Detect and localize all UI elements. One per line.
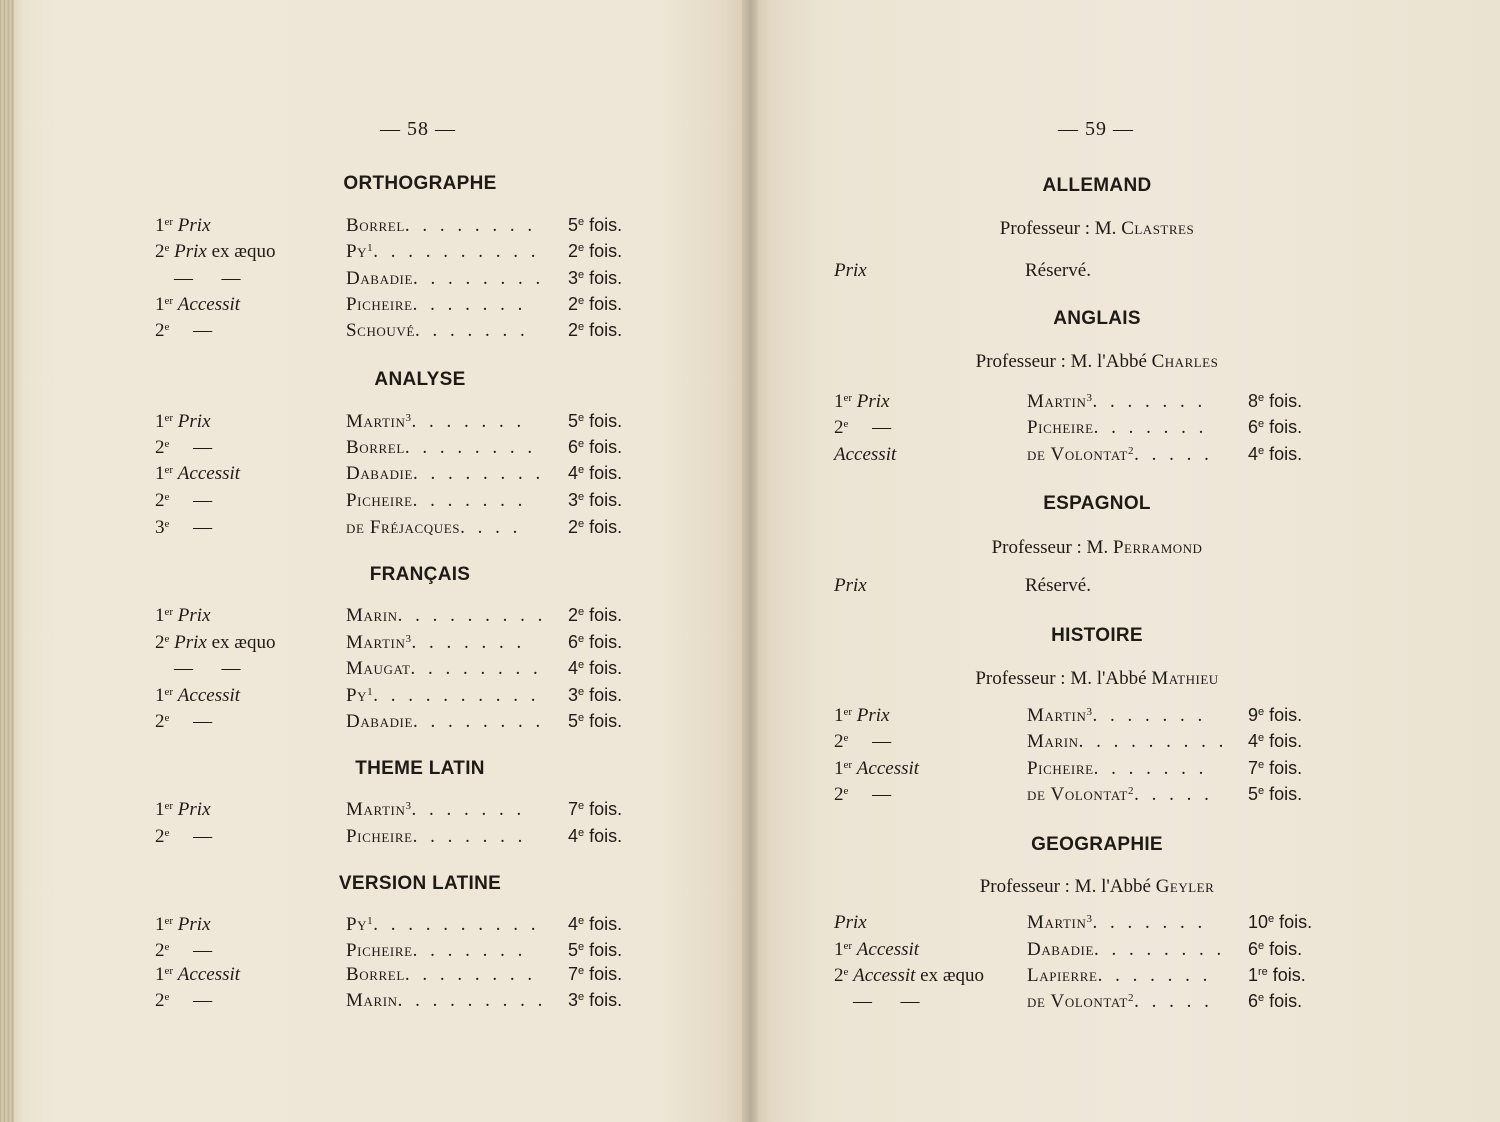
footnote-marker: 2 xyxy=(1127,992,1135,1004)
times-count: 6e fois. xyxy=(568,437,623,457)
award-label: 1er Prix xyxy=(155,914,211,935)
leader-dots: . . . . . . . xyxy=(1092,391,1207,412)
professor-name: Mathieu xyxy=(1151,668,1219,689)
prize-row xyxy=(750,575,1470,601)
professor-prefix: Professeur : M. l'Abbé xyxy=(975,668,1147,689)
award-label: 2e — xyxy=(834,417,892,438)
section-heading: ANALYSE xyxy=(374,369,466,390)
prize-row xyxy=(750,965,1470,991)
student-name: Borrel . . . . . . . . xyxy=(346,437,537,458)
professor-name: Clastres xyxy=(1121,218,1195,239)
prize-row xyxy=(0,241,720,267)
times-count: 2e fois. xyxy=(568,605,623,625)
award-label: 2e — xyxy=(155,437,213,458)
prize-row xyxy=(0,605,720,631)
times-count: 7e fois. xyxy=(568,964,623,984)
footnote-marker: 1 xyxy=(367,242,374,254)
award-label: 2e — xyxy=(834,784,892,805)
times-count: 4e fois. xyxy=(568,463,623,483)
times-count: 3e fois. xyxy=(568,490,623,510)
award-label: 1er Prix xyxy=(834,391,890,412)
footnote-marker: 2 xyxy=(1127,785,1135,797)
book-gutter xyxy=(742,0,758,1122)
times-count: 4e fois. xyxy=(568,826,623,846)
prize-row xyxy=(0,294,720,320)
footnote-marker: 3 xyxy=(405,800,412,812)
times-count: 2e fois. xyxy=(568,241,623,261)
award-label: 2e — xyxy=(155,320,213,341)
leader-dots: . . . . . . . . . xyxy=(397,605,547,626)
student-name: Py$^1$ . . . . . . . . . . xyxy=(346,685,540,706)
leader-dots: . . . . . . . . xyxy=(1094,939,1226,960)
footnote-marker: 3 xyxy=(405,633,412,645)
award-label: Accessit xyxy=(834,444,897,465)
award-label: 2e Prix ex æquo xyxy=(155,241,276,262)
award-label: 2e — xyxy=(155,711,213,732)
prize-row xyxy=(750,417,1470,443)
right-page xyxy=(750,0,1500,1122)
footnote-marker: 2 xyxy=(1127,445,1135,457)
student-name: Martin$^3$ . . . . . . . xyxy=(1027,912,1207,933)
section-heading: ALLEMAND xyxy=(1042,175,1152,196)
prize-row xyxy=(0,268,720,294)
footnote-marker: 3 xyxy=(1086,392,1093,404)
prize-row xyxy=(750,939,1470,965)
prize-row xyxy=(750,260,1470,286)
award-label: 2e — xyxy=(155,490,213,511)
professor-line xyxy=(976,351,1219,373)
student-name: Martin$^3$ . . . . . . . xyxy=(1027,705,1207,726)
professor-name: Geyler xyxy=(1155,876,1215,897)
footnote-marker: 3 xyxy=(405,412,412,424)
award-label: 1er Prix xyxy=(155,799,211,820)
prize-row xyxy=(0,685,720,711)
leader-dots: . . . . . . . . xyxy=(404,964,537,985)
award-label: 1er Accessit xyxy=(834,758,920,779)
times-count: 10e fois. xyxy=(1248,912,1313,932)
leader-dots: . . . . . . . xyxy=(1092,912,1207,933)
student-name: Martin$^3$ . . . . . . . xyxy=(346,411,526,432)
prize-row xyxy=(0,826,720,852)
times-count: 6e fois. xyxy=(568,632,623,652)
times-count: 3e fois. xyxy=(568,685,623,705)
award-label: 2e — xyxy=(155,940,213,961)
award-label: — — xyxy=(834,991,920,1012)
leader-dots: . . . . . xyxy=(1134,784,1213,805)
prize-row xyxy=(0,411,720,437)
award-label: 1er Accessit xyxy=(155,463,241,484)
professor-prefix: Professeur : M. xyxy=(999,218,1117,239)
prize-row xyxy=(0,215,720,241)
student-name: Py$^1$ . . . . . . . . . . xyxy=(346,914,540,935)
section-heading: ANGLAIS xyxy=(1053,308,1141,329)
award-label: 2e — xyxy=(155,826,213,847)
times-count: 8e fois. xyxy=(1248,391,1303,411)
times-count: 4e fois. xyxy=(1248,444,1303,464)
award-label: 2e Accessit ex æquo xyxy=(834,965,985,986)
reserved-note: Réservé. xyxy=(1025,260,1091,281)
student-name: Picheire . . . . . . . xyxy=(1027,758,1208,779)
prize-row xyxy=(0,964,720,990)
student-name: Dabadie . . . . . . . . xyxy=(346,711,545,732)
leader-dots: . . . . . . . xyxy=(411,632,526,653)
award-label: — — xyxy=(155,658,241,679)
leader-dots: . . . . . . . . . xyxy=(1078,731,1228,752)
section-heading: FRANÇAIS xyxy=(369,564,471,585)
prize-row xyxy=(0,658,720,684)
student-name: Marin . . . . . . . . . xyxy=(1027,731,1228,752)
prize-row xyxy=(750,991,1470,1017)
student-name: Martin$^3$ . . . . . . . xyxy=(1027,391,1207,412)
times-count: 6e fois. xyxy=(1248,939,1303,959)
student-name: Picheire . . . . . . . xyxy=(346,826,527,847)
prize-row xyxy=(0,490,720,516)
leader-dots: . . . . . xyxy=(1134,991,1213,1012)
award-label: Prix xyxy=(834,575,867,596)
prize-row xyxy=(0,463,720,489)
prize-row xyxy=(750,444,1470,470)
times-count: 4e fois. xyxy=(568,914,623,934)
leader-dots: . . . . . xyxy=(1134,444,1213,465)
section-heading: VERSION LATINE xyxy=(338,873,502,894)
leader-dots: . . . . . . . xyxy=(1092,705,1207,726)
leader-dots: . . . . . . . xyxy=(412,294,527,315)
leader-dots: . . . . . . . . xyxy=(404,215,537,236)
award-label: 1er Accessit xyxy=(155,294,241,315)
prize-row xyxy=(0,990,720,1016)
award-label: 1er Accessit xyxy=(155,964,241,985)
section-heading: THEME LATIN xyxy=(355,758,485,779)
student-name: Schouvé . . . . . . . xyxy=(346,320,529,341)
prize-row xyxy=(0,320,720,346)
leader-dots: . . . . . . . xyxy=(1093,417,1208,438)
leader-dots: . . . . . . . . xyxy=(413,463,545,484)
award-label: 1er Prix xyxy=(834,705,890,726)
times-count: 5e fois. xyxy=(568,411,623,431)
leader-dots: . . . . . . . . . . xyxy=(373,914,540,935)
student-name: Dabadie . . . . . . . . xyxy=(1027,939,1226,960)
prize-row xyxy=(750,705,1470,731)
leader-dots: . . . . . . . . . . xyxy=(373,685,540,706)
prize-row xyxy=(0,711,720,737)
award-label: 1er Accessit xyxy=(155,685,241,706)
student-name: Picheire . . . . . . . xyxy=(346,940,527,961)
leader-dots: . . . . . . . xyxy=(412,940,527,961)
student-name: Py$^1$ . . . . . . . . . . xyxy=(346,241,540,262)
professor-prefix: Professeur : M. xyxy=(991,537,1109,558)
award-label: 3e — xyxy=(155,517,213,538)
times-count: 5e fois. xyxy=(568,711,623,731)
times-count: 2e fois. xyxy=(568,294,623,314)
prize-row xyxy=(0,799,720,825)
student-name: Marin . . . . . . . . . xyxy=(346,990,547,1011)
times-count: 6e fois. xyxy=(1248,991,1303,1011)
award-label: 2e — xyxy=(155,990,213,1011)
times-count: 5e fois. xyxy=(1248,784,1303,804)
section-heading: ORTHOGRAPHE xyxy=(343,173,497,194)
leader-dots: . . . . . . . xyxy=(1097,965,1212,986)
student-name: Picheire . . . . . . . xyxy=(346,294,527,315)
student-name: Martin$^3$ . . . . . . . xyxy=(346,799,526,820)
student-name: Marin . . . . . . . . . xyxy=(346,605,547,626)
prize-row xyxy=(0,437,720,463)
professor-name: Charles xyxy=(1151,351,1219,372)
times-count: 3e fois. xyxy=(568,990,623,1010)
reserved-note: Réservé. xyxy=(1025,575,1091,596)
leader-dots: . . . . . . . . . xyxy=(397,990,547,1011)
prize-row xyxy=(750,758,1470,784)
footnote-marker: 3 xyxy=(1086,706,1093,718)
student-name: de Fréjacques . . . . xyxy=(346,517,522,538)
award-label: 1er Prix xyxy=(155,215,211,236)
award-label: Prix xyxy=(834,912,867,933)
prize-row xyxy=(0,914,720,940)
leader-dots: . . . . . . . xyxy=(411,799,526,820)
prize-row xyxy=(0,517,720,543)
student-name: Picheire . . . . . . . xyxy=(346,490,527,511)
times-count: 7e fois. xyxy=(1248,758,1303,778)
professor-name: Perramond xyxy=(1112,537,1203,558)
leader-dots: . . . . . . . xyxy=(1093,758,1208,779)
professor-line xyxy=(992,537,1203,559)
footnote-marker: 1 xyxy=(367,915,374,927)
award-label: 1er Accessit xyxy=(834,939,920,960)
student-name: Borrel . . . . . . . . xyxy=(346,215,537,236)
leader-dots: . . . . xyxy=(460,517,522,538)
professor-prefix: Professeur : M. l'Abbé xyxy=(979,876,1151,897)
student-name: Lapierre . . . . . . . xyxy=(1027,965,1212,986)
leader-dots: . . . . . . . . xyxy=(404,437,537,458)
professor-line xyxy=(1000,218,1194,240)
student-name: Martin$^3$ . . . . . . . xyxy=(346,632,526,653)
times-count: 1re fois. xyxy=(1248,965,1306,985)
prize-row xyxy=(750,784,1470,810)
award-label: 1er Prix xyxy=(155,411,211,432)
times-count: 6e fois. xyxy=(1248,417,1303,437)
leader-dots: . . . . . . . xyxy=(411,411,526,432)
student-name: de Volontat$^2$ . . . . . xyxy=(1027,784,1213,805)
student-name: Maugat . . . . . . . . xyxy=(346,658,542,679)
professor-line xyxy=(980,876,1215,898)
times-count: 2e fois. xyxy=(568,320,623,340)
student-name: Dabadie . . . . . . . . xyxy=(346,268,545,289)
leader-dots: . . . . . . . . xyxy=(413,268,545,289)
page-number: — 58 — xyxy=(380,118,456,140)
leader-dots: . . . . . . . . . . xyxy=(373,241,540,262)
prize-row xyxy=(750,912,1470,938)
award-label: 2e Prix ex æquo xyxy=(155,632,276,653)
leader-dots: . . . . . . . xyxy=(414,320,529,341)
award-label: 1er Prix xyxy=(155,605,211,626)
award-label: — — xyxy=(155,268,241,289)
student-name: de Volontat$^2$ . . . . . xyxy=(1027,991,1213,1012)
times-count: 5e fois. xyxy=(568,215,623,235)
award-label: 2e — xyxy=(834,731,892,752)
times-count: 7e fois. xyxy=(568,799,623,819)
award-label: Prix xyxy=(834,260,867,281)
leader-dots: . . . . . . . xyxy=(412,490,527,511)
section-heading: ESPAGNOL xyxy=(1043,493,1151,514)
page-number: — 59 — xyxy=(1058,118,1134,140)
professor-prefix: Professeur : M. l'Abbé xyxy=(975,351,1147,372)
leader-dots: . . . . . . . . xyxy=(413,711,545,732)
times-count: 9e fois. xyxy=(1248,705,1303,725)
times-count: 5e fois. xyxy=(568,940,623,960)
student-name: Dabadie . . . . . . . . xyxy=(346,463,545,484)
times-count: 4e fois. xyxy=(1248,731,1303,751)
student-name: de Volontat$^2$ . . . . . xyxy=(1027,444,1213,465)
student-name: Picheire . . . . . . . xyxy=(1027,417,1208,438)
leader-dots: . . . . . . . xyxy=(412,826,527,847)
professor-line xyxy=(975,668,1218,690)
student-name: Borrel . . . . . . . . xyxy=(346,964,537,985)
prize-row xyxy=(0,632,720,658)
times-count: 3e fois. xyxy=(568,268,623,288)
footnote-marker: 3 xyxy=(1086,913,1093,925)
prize-row xyxy=(750,731,1470,757)
section-heading: GEOGRAPHIE xyxy=(1031,834,1163,855)
prize-row xyxy=(750,391,1470,417)
section-heading: HISTOIRE xyxy=(1051,625,1143,646)
prize-row xyxy=(0,940,720,966)
times-count: 2e fois. xyxy=(568,517,623,537)
footnote-marker: 1 xyxy=(367,686,374,698)
times-count: 4e fois. xyxy=(568,658,623,678)
leader-dots: . . . . . . . . xyxy=(410,658,542,679)
